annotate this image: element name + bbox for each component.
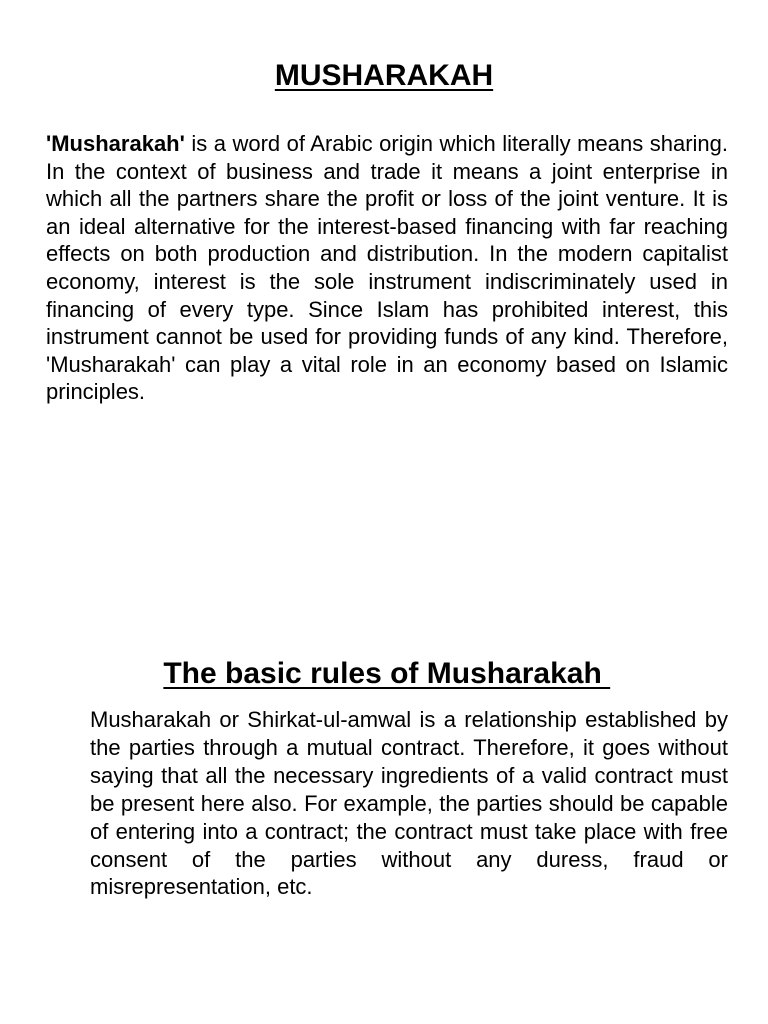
- intro-lead-term: 'Musharakah': [46, 131, 185, 156]
- intro-body-text: is a word of Arabic origin which literally means sharing. In the context of business and trade it means a joint enterprise in which all the partners share the profit or loss of the joint venture. It is an ideal alternative for the interest-based financing with far reaching effects on both production and distribution. In the modern capitalist economy, interest is the sole instrument indiscriminately used in financing of every type. Since Islam has prohibited interest, this instrument cannot be used for providing funds of any kind. Therefore, 'Musharakah' can play a vital role in an economy based on Islamic principles.: [46, 131, 728, 405]
- section-heading-text: The basic rules of Musharakah: [163, 657, 611, 690]
- page-title: [0, 58, 768, 94]
- page-title-text: MUSHARAKAH: [274, 59, 494, 92]
- section-paragraph: Musharakah or Shirkat-ul-amwal is a relationship established by the parties through a mutual contract. Therefore, it goes without saying that all the necessary ingredients of a valid contract must be present here also. For example, the parties should be capable of entering into a contract; the contract must take place with free consent of the parties without any duress, fraud or misrepresentation, etc.: [90, 707, 728, 900]
- intro-paragraph: [46, 130, 728, 406]
